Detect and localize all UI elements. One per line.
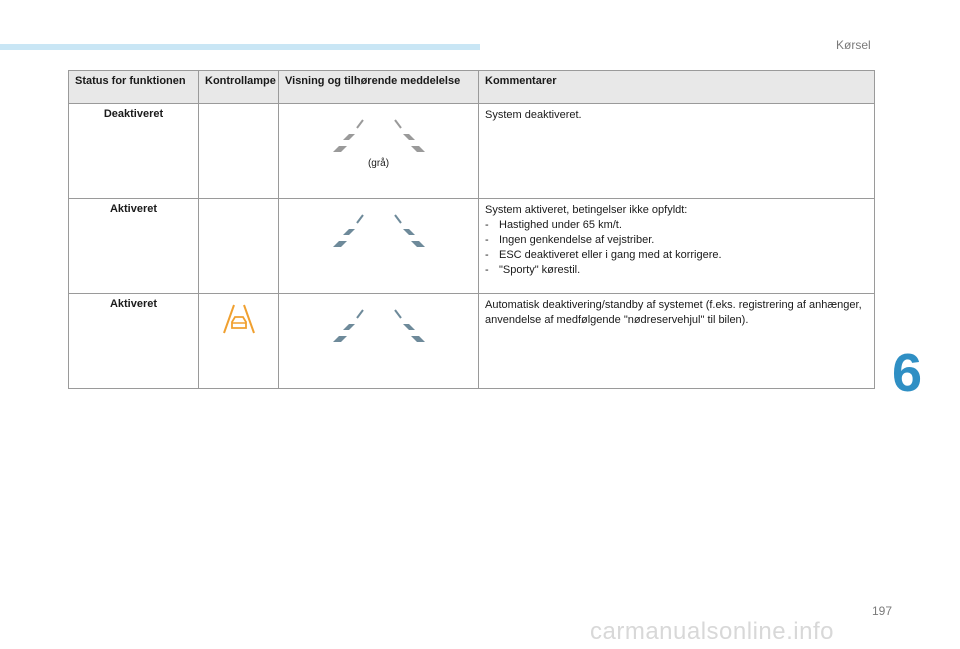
list-item: - "Sporty" kørestil. — [485, 264, 581, 276]
lamp-cell — [199, 294, 279, 389]
status-table — [68, 70, 875, 389]
page-number: 197 — [872, 604, 893, 618]
lane-assist-warning-icon — [221, 304, 257, 334]
section-title: Kørsel — [836, 38, 871, 52]
header-display: Visning og tilhørende meddelelse — [279, 71, 479, 104]
table-row — [69, 104, 875, 199]
chapter-number: 6 — [892, 343, 923, 403]
display-cell — [279, 199, 479, 294]
header-comments: Kommentarer — [479, 71, 875, 104]
comment-cell: Automatisk deaktivering/standby af systemet (f.eks. registrering af anhænger, anvendelse af medfølgende "nødreservehjul" til bilen). — [479, 294, 875, 389]
display-cell — [279, 104, 479, 199]
header-accent-bar — [0, 44, 480, 50]
lamp-cell — [199, 104, 279, 199]
status-cell: Aktiveret — [69, 294, 199, 389]
comment-cell — [479, 199, 875, 294]
display-note: (grå) — [367, 158, 390, 169]
comment-intro: System aktiveret, betingelser ikke opfyldt: — [485, 204, 688, 216]
watermark: carmanualsonline.info — [590, 618, 834, 645]
status-cell: Aktiveret — [69, 199, 199, 294]
list-item: - Ingen genkendelse af vejstriber. — [485, 234, 655, 246]
header-lamp: Kontrollampe — [199, 71, 279, 104]
lane-lines-icon — [329, 118, 429, 154]
display-cell — [279, 294, 479, 389]
comment-cell: System deaktiveret. — [479, 104, 875, 199]
table-row — [69, 294, 875, 389]
status-cell: Deaktiveret — [69, 104, 199, 199]
header-status: Status for funktionen — [69, 71, 199, 104]
table-header-row — [69, 71, 875, 104]
list-item: - ESC deaktiveret eller i gang med at korrigere. — [485, 249, 722, 261]
lane-lines-icon — [329, 308, 429, 344]
list-item: - Hastighed under 65 km/t. — [485, 219, 622, 231]
condition-list — [485, 218, 868, 278]
lamp-cell — [199, 199, 279, 294]
table-row — [69, 199, 875, 294]
lane-lines-icon — [329, 213, 429, 249]
